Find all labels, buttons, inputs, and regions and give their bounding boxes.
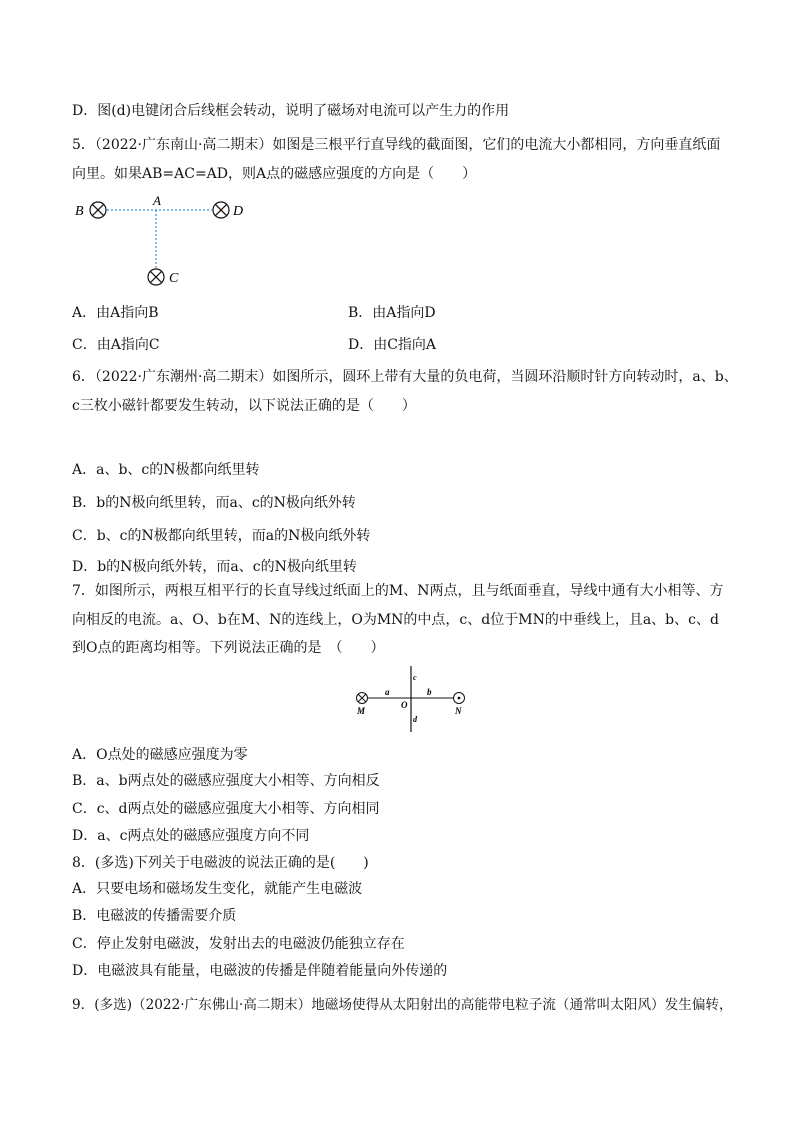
q4-option-d: D．图(d)电键闭合后线框会转动，说明了磁场对电流可以产生力的作用: [72, 103, 510, 119]
q7-stem-line2: 向相反的电流。a、O、b在M、N的连线上，O为MN的中点，c、d位于MN的中垂线上，且a、b、c、d: [72, 612, 719, 628]
q5-option-d: D．由C指向A: [348, 337, 437, 353]
q5-label-b: B: [75, 204, 84, 219]
q7-label-n: N: [455, 706, 462, 716]
q7-option-b: B．a、b两点处的磁感应强度大小相等、方向相反: [72, 773, 380, 789]
wire-m-into-page-icon: [357, 693, 368, 704]
q7-label-o: O: [401, 700, 408, 710]
q5-figure: [70, 192, 260, 292]
q7-option-a: A．O点处的磁感应强度为零: [72, 747, 248, 763]
q5-label-a: A: [153, 193, 161, 208]
q7-label-a: a: [385, 687, 390, 697]
q7-option-c: C．c、d两点处的磁感应强度大小相等、方向相同: [72, 801, 380, 817]
q5-option-c: C．由A指向C: [72, 337, 160, 353]
q7-label-b: b: [427, 687, 432, 697]
wire-d-into-page-icon: [213, 202, 229, 218]
q7-figure: [350, 662, 470, 734]
q7-label-d: d: [413, 715, 417, 724]
q6-option-c: C．b、c的N极都向纸里转，而a的N极向纸外转: [72, 528, 371, 544]
q9-stem-line1: 9．(多选)（2022·广东佛山·高二期末）地磁场使得从太阳射出的高能带电粒子流（通常叫太阳风）发生偏转，: [72, 997, 733, 1013]
q6-option-b: B．b的N极向纸里转，而a、c的N极向纸外转: [72, 495, 356, 511]
wire-c-into-page-icon: [148, 269, 164, 285]
q5-label-c: C: [169, 271, 179, 286]
q8-option-a: A．只要电场和磁场发生变化，就能产生电磁波: [72, 881, 363, 897]
q6-stem-line1: 6．（2022·广东潮州·高二期末）如图所示，圆环上带有大量的负电荷，当圆环沿顺时针方向转动时，a、b、: [72, 369, 738, 385]
q7-label-m: M: [357, 706, 366, 716]
q7-label-c: c: [413, 673, 417, 682]
q5-stem-line2: 向里。如果AB=AC=AD，则A点的磁感应强度的方向是（ ）: [72, 166, 477, 182]
q5-stem-line1: 5．（2022·广东南山·高二期末）如图是三根平行直导线的截面图，它们的电流大小都相同，方向垂直纸面: [72, 137, 721, 153]
wire-n-out-of-page-icon: [454, 693, 465, 704]
q5-option-b: B．由A指向D: [348, 305, 436, 321]
q6-option-a: A．a、b、c的N极都向纸里转: [72, 462, 260, 478]
q8-option-b: B．电磁波的传播需要介质: [72, 908, 237, 924]
q7-stem-line1: 7．如图所示，两根互相平行的长直导线过纸面上的M、N两点，且与纸面垂直，导线中通有大小相等、方: [72, 583, 724, 599]
q7-stem-line3: 到O点的距离均相等。下列说法正确的是 （ ）: [72, 640, 385, 656]
q6-stem-line2: c三枚小磁针都要发生转动，以下说法正确的是（ ）: [72, 398, 416, 414]
q8-option-d: D．电磁波具有能量，电磁波的传播是伴随着能量向外传递的: [72, 963, 448, 979]
q7-option-d: D．a、c两点处的磁感应强度方向不同: [72, 828, 310, 844]
q5-option-a: A．由A指向B: [72, 305, 159, 321]
q8-option-c: C．停止发射电磁波，发射出去的电磁波仍能独立存在: [72, 936, 405, 952]
q8-stem: 8．(多选)下列关于电磁波的说法正确的是( ): [72, 855, 369, 871]
q5-label-d: D: [233, 204, 244, 219]
wire-b-into-page-icon: [90, 202, 106, 218]
q6-option-d: D．b的N极向纸外转，而a、c的N极向纸里转: [72, 559, 357, 575]
